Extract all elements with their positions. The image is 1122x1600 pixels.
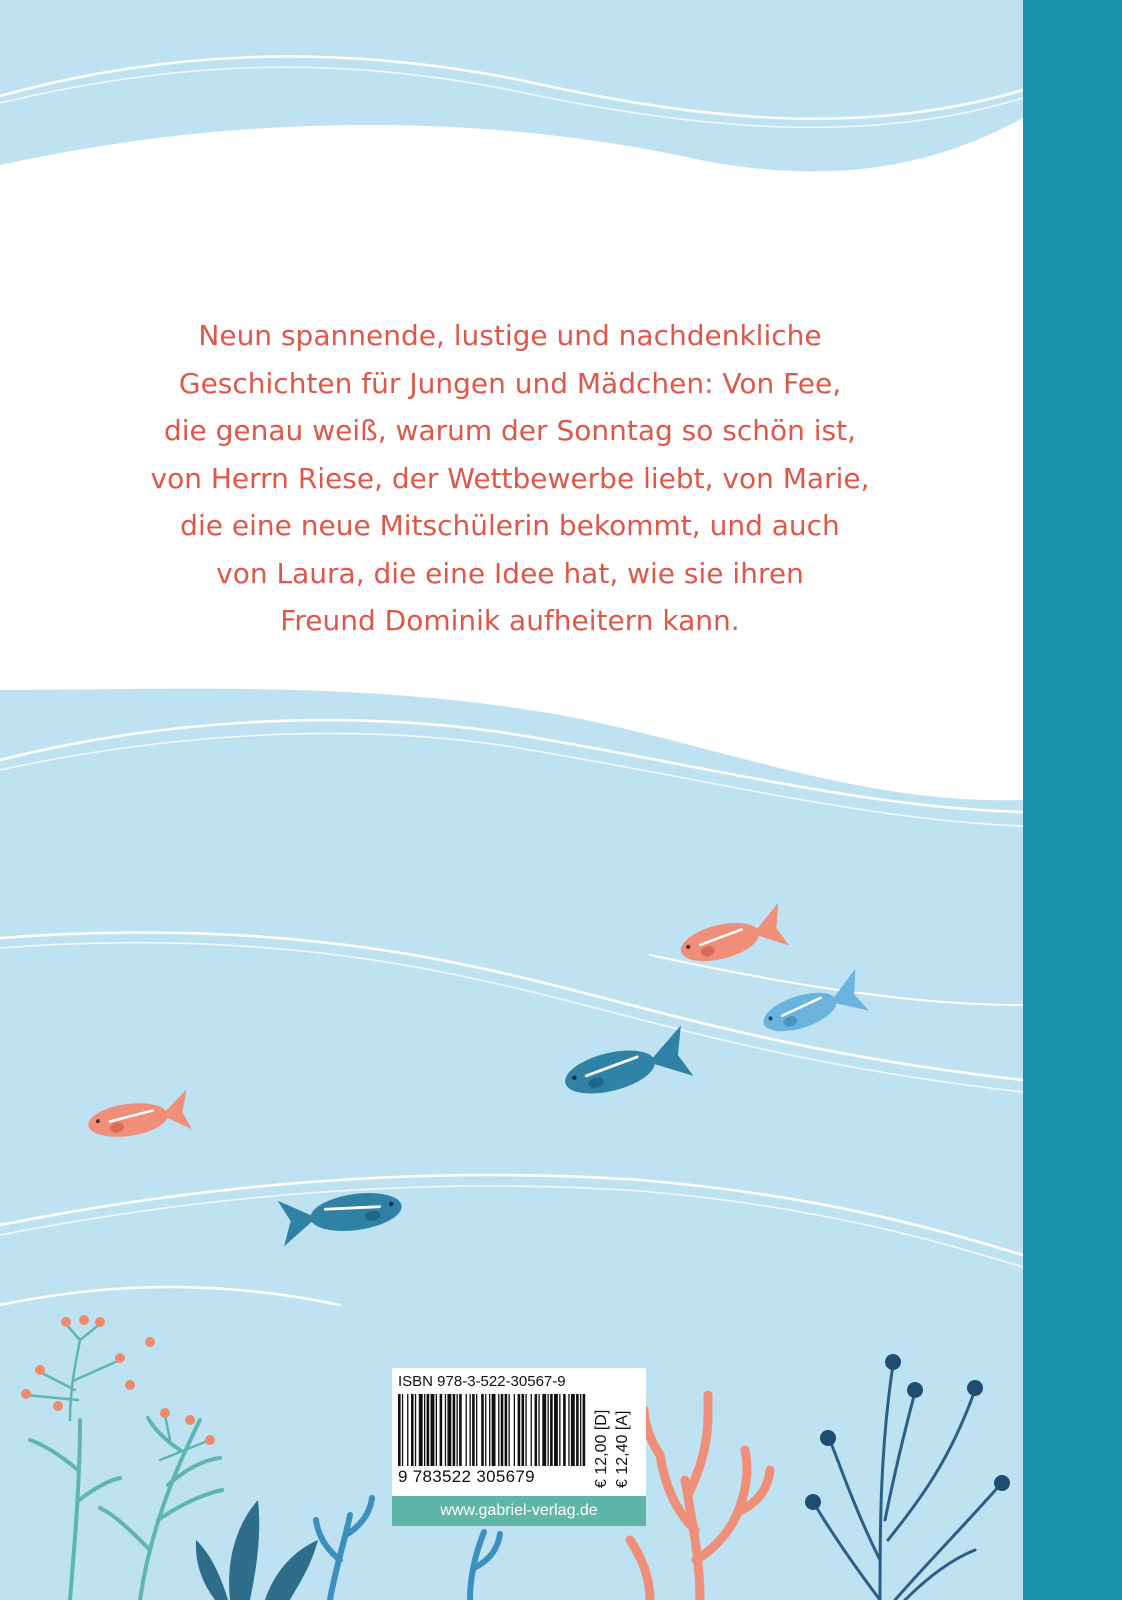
barcode-bar <box>563 1394 566 1466</box>
barcode-bar <box>571 1394 575 1466</box>
blurb-line: Freund Dominik aufheitern kann. <box>280 604 740 637</box>
barcode-bar <box>554 1394 558 1466</box>
barcode-bar <box>509 1394 510 1466</box>
blurb-line: die genau weiß, warum der Sonntag so schön ist, <box>163 414 857 447</box>
barcode-bar <box>419 1394 423 1466</box>
blurb-line: von Laura, die eine Idee hat, wie sie ihren <box>216 556 804 590</box>
barcode-bar <box>466 1394 467 1466</box>
barcode-bar <box>535 1394 538 1466</box>
barcode-bar <box>415 1394 416 1466</box>
barcode-bar <box>476 1394 477 1466</box>
barcode-bar <box>514 1394 515 1466</box>
spine-strip <box>1023 0 1122 1600</box>
ean-digits: 9 783522 305679 <box>398 1467 535 1486</box>
blurb-line: Neun spannende, lustige und nachdenkliche <box>198 319 822 352</box>
barcode-bar <box>402 1394 403 1466</box>
barcode-bars <box>398 1394 588 1466</box>
publisher-url: www.gabriel-verlag.de <box>392 1496 646 1526</box>
barcode-bar <box>550 1394 553 1466</box>
barcode-bar <box>481 1394 484 1466</box>
barcode-bar <box>453 1394 456 1466</box>
barcode-bar <box>583 1394 586 1466</box>
barcode-bar <box>498 1394 499 1466</box>
blurb-text <box>150 312 870 645</box>
barcode-bar <box>436 1394 437 1466</box>
barcode-bar <box>492 1394 496 1466</box>
barcode-label <box>392 1368 646 1496</box>
barcode-bar <box>472 1394 475 1466</box>
barcode-bar <box>580 1394 581 1466</box>
barcode-bar <box>576 1394 579 1466</box>
barcode-bar <box>398 1394 401 1466</box>
barcode-bar <box>518 1394 521 1466</box>
barcode-bar <box>440 1394 443 1466</box>
isbn-text: ISBN 978-3-522-30567-9 <box>398 1373 566 1390</box>
barcode-bar <box>538 1394 539 1466</box>
price-germany: € 12,00 [D] <box>593 1409 610 1488</box>
barcode-bar <box>485 1394 486 1466</box>
barcode-bar <box>447 1394 451 1466</box>
barcode-bar <box>470 1394 471 1466</box>
barcode-bar <box>531 1394 532 1466</box>
barcode-bar <box>411 1394 414 1466</box>
barcode-bar <box>407 1394 408 1466</box>
barcode-bar <box>525 1394 526 1466</box>
barcode-bar <box>431 1394 435 1466</box>
blurb-line: von Herrn Riese, der Wettbewerbe liebt, von Marie, <box>150 461 870 495</box>
barcode-bar <box>559 1394 560 1466</box>
barcode-bar <box>459 1394 462 1466</box>
spine-fill <box>1023 0 1122 1600</box>
barcode-bar <box>542 1394 546 1466</box>
blurb-line: die eine neue Mitschülerin bekommt, und auch <box>180 509 840 542</box>
blurb-line: Geschichten für Jungen und Mädchen: Von Fee, <box>178 366 842 400</box>
price-austria: € 12,40 [A] <box>614 1410 631 1488</box>
barcode-bar <box>445 1394 446 1466</box>
barcode-bar <box>568 1394 569 1466</box>
barcode-bar <box>548 1394 549 1466</box>
barcode-bar <box>505 1394 508 1466</box>
barcode-bar <box>522 1394 525 1466</box>
barcode-bar <box>427 1394 430 1466</box>
barcode-bar <box>424 1394 425 1466</box>
barcode-bar <box>489 1394 490 1466</box>
barcode-bar <box>457 1394 458 1466</box>
barcode-bar <box>501 1394 504 1466</box>
